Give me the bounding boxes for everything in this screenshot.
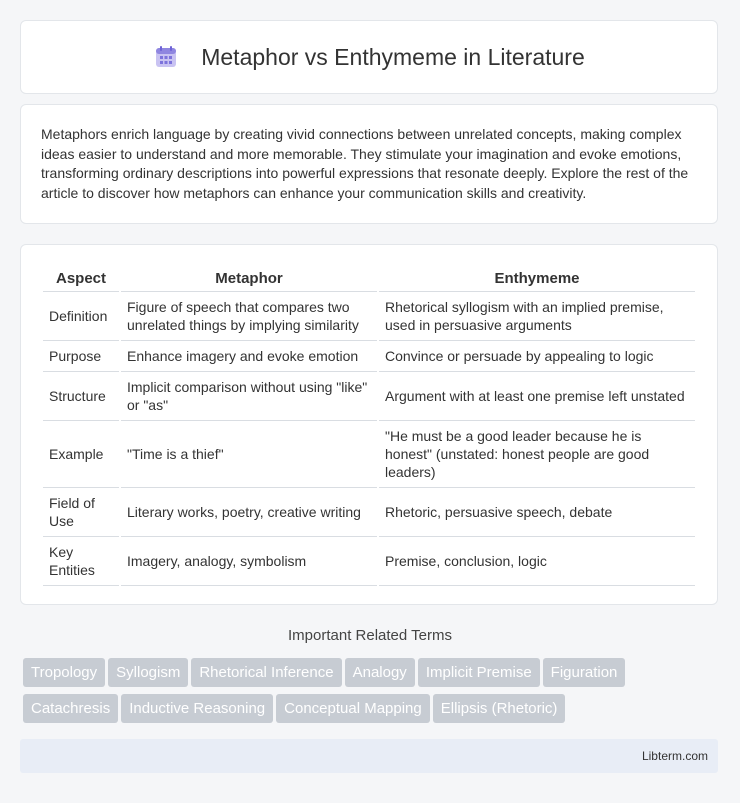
enthymeme-cell: "He must be a good leader because he is honest" (unstated: honest people are good leaders) xyxy=(379,421,695,488)
table-row xyxy=(43,488,695,537)
related-term-tag[interactable]: Implicit Premise xyxy=(418,658,540,687)
table-row xyxy=(43,372,695,421)
aspect-cell: Structure xyxy=(43,372,119,421)
column-header: Enthymeme xyxy=(379,263,695,292)
metaphor-cell: "Time is a thief" xyxy=(121,421,377,488)
related-term-tag[interactable]: Figuration xyxy=(543,658,626,687)
intro-card xyxy=(20,104,718,224)
enthymeme-cell: Rhetorical syllogism with an implied premise, used in persuasive arguments xyxy=(379,292,695,341)
enthymeme-cell: Premise, conclusion, logic xyxy=(379,537,695,586)
comparison-table-card xyxy=(20,244,718,605)
related-term-tag[interactable]: Conceptual Mapping xyxy=(276,694,430,723)
aspect-cell: Definition xyxy=(43,292,119,341)
aspect-cell: Field of Use xyxy=(43,488,119,537)
title-card xyxy=(20,20,718,94)
enthymeme-cell: Convince or persuade by appealing to logic xyxy=(379,341,695,372)
related-term-tag[interactable]: Tropology xyxy=(23,658,105,687)
table-row xyxy=(43,421,695,488)
table-header-row xyxy=(43,263,695,292)
metaphor-cell: Implicit comparison without using "like" or "as" xyxy=(121,372,377,421)
table-row xyxy=(43,341,695,372)
calendar-icon xyxy=(153,44,179,70)
related-term-tag[interactable]: Inductive Reasoning xyxy=(121,694,273,723)
related-term-tag[interactable]: Rhetorical Inference xyxy=(191,658,341,687)
aspect-cell: Purpose xyxy=(43,341,119,372)
related-term-tag[interactable]: Syllogism xyxy=(108,658,188,687)
metaphor-cell: Literary works, poetry, creative writing xyxy=(121,488,377,537)
related-terms-title: Important Related Terms xyxy=(288,627,452,644)
metaphor-cell: Imagery, analogy, symbolism xyxy=(121,537,377,586)
related-terms-list xyxy=(23,658,723,730)
column-header: Aspect xyxy=(43,263,119,292)
comparison-table xyxy=(41,263,697,586)
related-term-tag[interactable]: Catachresis xyxy=(23,694,118,723)
table-row xyxy=(43,292,695,341)
aspect-cell: Key Entities xyxy=(43,537,119,586)
metaphor-cell: Enhance imagery and evoke emotion xyxy=(121,341,377,372)
aspect-cell: Example xyxy=(43,421,119,488)
metaphor-cell: Figure of speech that compares two unrelated things by implying similarity xyxy=(121,292,377,341)
table-row xyxy=(43,537,695,586)
column-header: Metaphor xyxy=(121,263,377,292)
footer xyxy=(20,739,718,773)
intro-text: Metaphors enrich language by creating vivid connections between unrelated concepts, making complex ideas easier to understand and more memorable. They stimulate your imagination and evoke emotions, transforming ordinary descriptions into powerful expressions that resonate deeply. Explore the rest of the article to discover how metaphors can enhance your communication skills and creativity. xyxy=(41,126,689,201)
related-term-tag[interactable]: Analogy xyxy=(345,658,415,687)
page-title: Metaphor vs Enthymeme in Literature xyxy=(201,43,585,70)
site-name[interactable]: Libterm.com xyxy=(641,749,708,763)
enthymeme-cell: Argument with at least one premise left unstated xyxy=(379,372,695,421)
enthymeme-cell: Rhetoric, persuasive speech, debate xyxy=(379,488,695,537)
related-term-tag[interactable]: Ellipsis (Rhetoric) xyxy=(433,694,566,723)
